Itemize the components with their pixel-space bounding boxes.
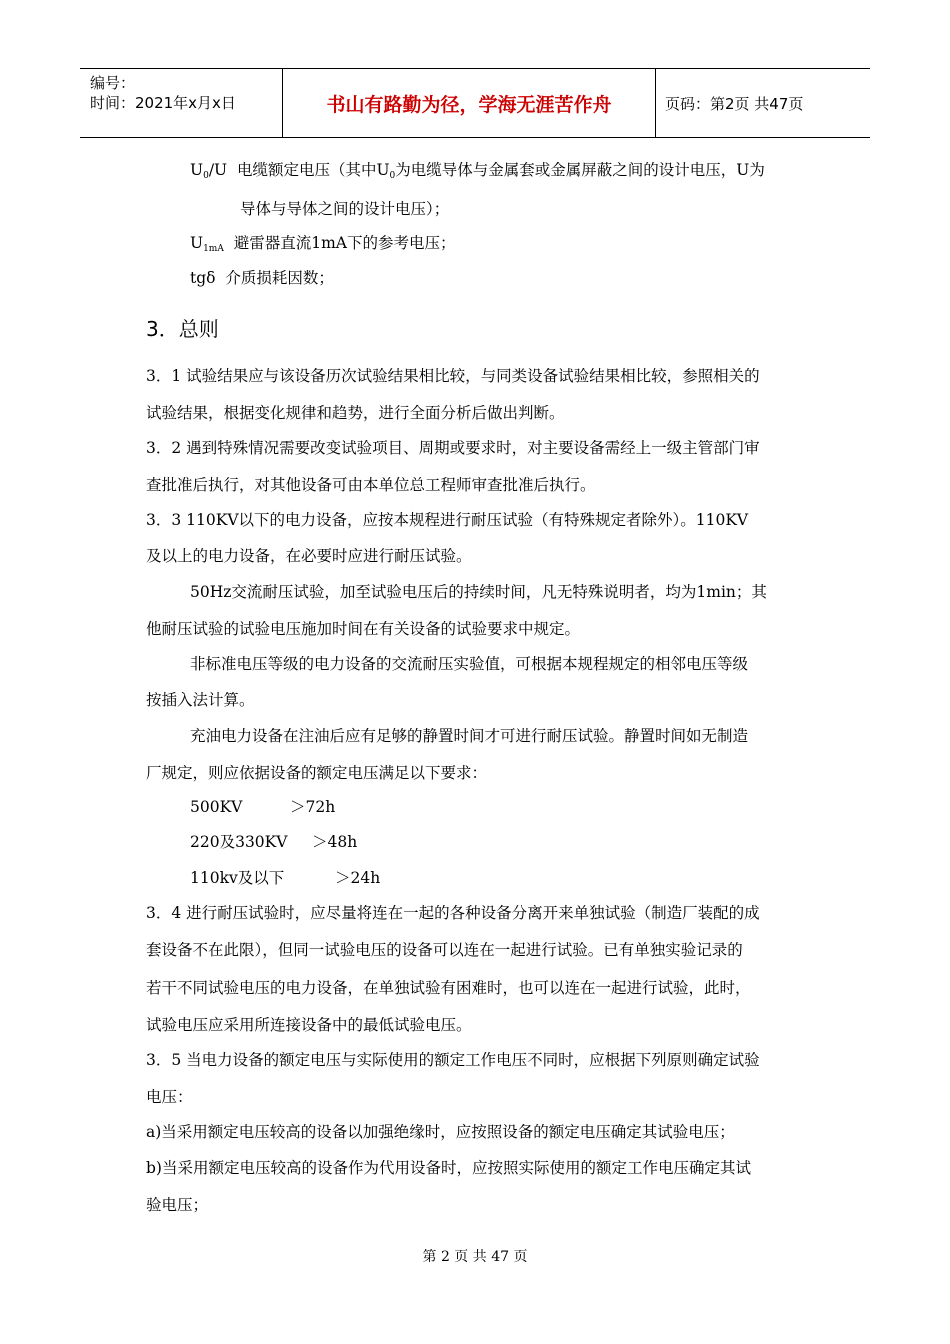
definition-u1ma: $U_{1mA}$ 避雷器直流1mA下的参考电压；	[190, 234, 456, 254]
section-title: 3．总则	[146, 317, 219, 341]
requirement-time: ＞24h	[335, 869, 381, 887]
requirement-time: ＞72h	[290, 798, 336, 816]
paragraph-line: 验电压；	[146, 1196, 209, 1214]
paragraph-line: 试验电压应采用所连接设备中的最低试验电压。	[146, 1016, 472, 1034]
paragraph-line: 查批准后执行，对其他设备可由本单位总工程师审查批准后执行。	[146, 476, 596, 494]
paragraph-line: 他耐压试验的试验电压施加时间在有关设备的试验要求中规定。	[146, 620, 581, 638]
paragraph-line: 充油电力设备在注油后应有足够的静置时间才可进行耐压试验。静置时间如无制造	[190, 727, 749, 745]
paragraph-line: 若干不同试验电压的电力设备，在单独试验有困难时，也可以连在一起进行试验，此时，	[146, 979, 751, 997]
paragraph-line: 电压：	[146, 1088, 193, 1106]
page-footer: 第 2 页 共 47 页	[422, 1249, 528, 1265]
header-divider	[655, 69, 656, 137]
header-motto: 书山有路勤为径，学海无涯苦作舟	[326, 93, 612, 116]
paragraph-line: 3．4 进行耐压试验时，应尽量将连在一起的各种设备分离开来单独试验（制造厂装配的成	[146, 904, 760, 922]
paragraph-line: 3．3 110KV以下的电力设备，应按本规程进行耐压试验（有特殊规定者除外）。110KV	[146, 511, 749, 529]
paragraph-line: 厂规定，则应依据设备的额定电压满足以下要求：	[146, 764, 488, 782]
requirement-time: ＞48h	[312, 833, 358, 851]
paragraph-line: 按插入法计算。	[146, 691, 255, 709]
paragraph-line: 3．5 当电力设备的额定电压与实际使用的额定工作电压不同时，应根据下列原则确定试验	[146, 1051, 760, 1069]
definition-tg: tgδ 介质损耗因数；	[190, 269, 334, 287]
paragraph-line: 50Hz交流耐压试验，加至试验电压后的持续时间，凡无特殊说明者，均为1min；其	[190, 583, 767, 601]
paragraph-line: 3．2 遇到特殊情况需要改变试验项目、周期或要求时，对主要设备需经上一级主管部门审	[146, 439, 760, 457]
paragraph-line: 试验结果，根据变化规律和趋势，进行全面分析后做出判断。	[146, 404, 565, 422]
number-label: 编号：	[90, 74, 136, 92]
paragraph-line: 及以上的电力设备，在必要时应进行耐压试验。	[146, 547, 472, 565]
paragraph-line: 非标准电压等级的电力设备的交流耐压实验值，可根据本规程规定的相邻电压等级	[190, 655, 749, 673]
header-left	[90, 73, 236, 113]
requirement-voltage: 220及330KV	[190, 833, 288, 851]
paragraph-line: b)当采用额定电压较高的设备作为代用设备时，应按照实际使用的额定工作电压确定其试	[146, 1159, 751, 1177]
definition-u0u: $U_0/U$ 电缆额定电压（其中$U_0$为电缆导体与金属套或金属屏蔽之间的设计电压，U为	[190, 161, 765, 181]
header-page-label: 页码：第2页 共47页	[665, 94, 804, 113]
paragraph-line: a)当采用额定电压较高的设备以加强绝缘时，应按照设备的额定电压确定其试验电压；	[146, 1123, 735, 1141]
page-header	[80, 68, 870, 138]
paragraph-line: 3．1 试验结果应与该设备历次试验结果相比较，与同类设备试验结果相比较，参照相关的	[146, 367, 760, 385]
paragraph-line: 套设备不在此限），但同一试验电压的设备可以连在一起进行试验。已有单独实验记录的	[146, 941, 743, 959]
definition-u0u-cont: 导体与导体之间的设计电压）；	[240, 200, 450, 218]
requirement-voltage: 500KV	[190, 798, 243, 816]
date-label: 时间：2021年x月x日	[90, 94, 236, 112]
requirement-voltage: 110kv及以下	[190, 869, 285, 887]
